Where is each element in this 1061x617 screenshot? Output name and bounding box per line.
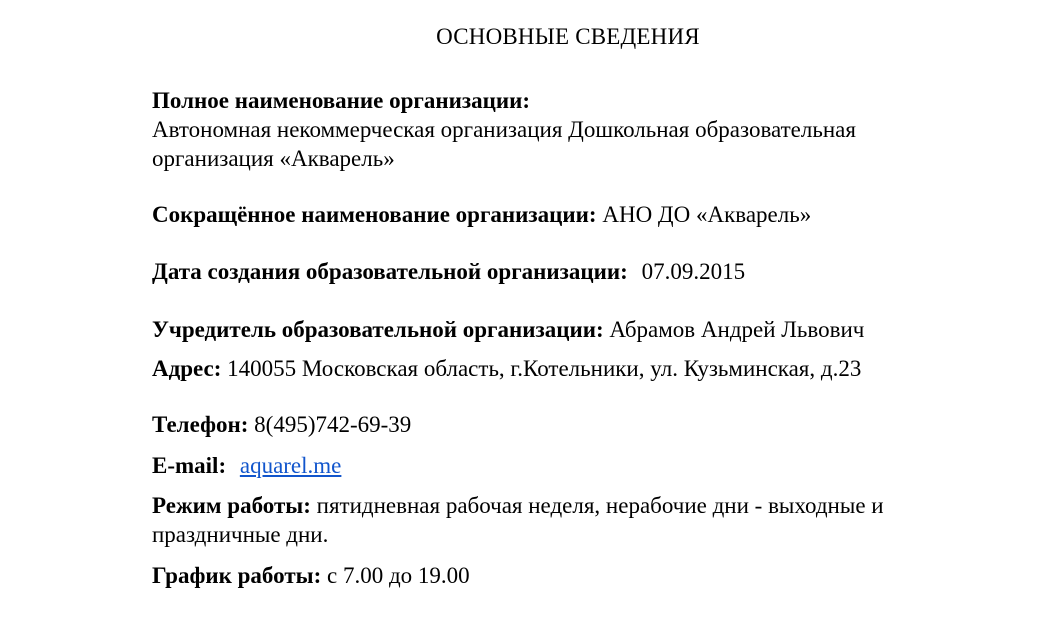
address-row <box>152 353 972 384</box>
short-name-row <box>152 199 972 230</box>
short-name-value: АНО ДО «Акварель» <box>602 202 812 227</box>
address-value: 140055 Московская область, г.Котельники, ул. Кузьминская, д.23 <box>227 356 862 381</box>
founder-label: Учредитель образовательной организации: <box>152 317 604 342</box>
email-link[interactable]: aquarel.me <box>239 453 342 478</box>
founded-value: 07.09.2015 <box>641 259 746 284</box>
work-mode-row <box>152 490 972 521</box>
short-name-label: Сокращённое наименование организации: <box>152 202 597 227</box>
founder-value: Абрамов Андрей Львович <box>609 317 865 342</box>
founder-row <box>152 314 972 345</box>
full-name-label: Полное наименование организации: <box>152 88 531 113</box>
schedule-row <box>152 560 972 591</box>
full-name-value-line2: организация «Акварель» <box>152 146 395 171</box>
work-mode-value-line1: пятидневная рабочая неделя, нерабочие дни - выходные и <box>316 493 884 518</box>
founded-label: Дата создания образовательной организации: <box>152 259 628 284</box>
address-label: Адрес: <box>152 356 222 381</box>
phone-value: 8(495)742-69-39 <box>254 412 412 437</box>
page-title: ОСНОВНЫЕ СВЕДЕНИЯ <box>436 24 700 49</box>
work-mode-label: Режим работы: <box>152 493 311 518</box>
full-name-value-line1: Автономная некоммерческая организация Дошкольная образовательная <box>152 117 856 142</box>
founded-row <box>152 256 972 287</box>
email-row <box>152 450 972 481</box>
phone-label: Телефон: <box>152 412 249 437</box>
email-label: E-mail: <box>152 453 227 478</box>
full-name-label-row <box>152 85 972 116</box>
schedule-value: с 7.00 до 19.00 <box>327 563 470 588</box>
work-mode-value-line2: праздничные дни. <box>152 522 329 547</box>
phone-row <box>152 409 972 440</box>
schedule-label: График работы: <box>152 563 322 588</box>
